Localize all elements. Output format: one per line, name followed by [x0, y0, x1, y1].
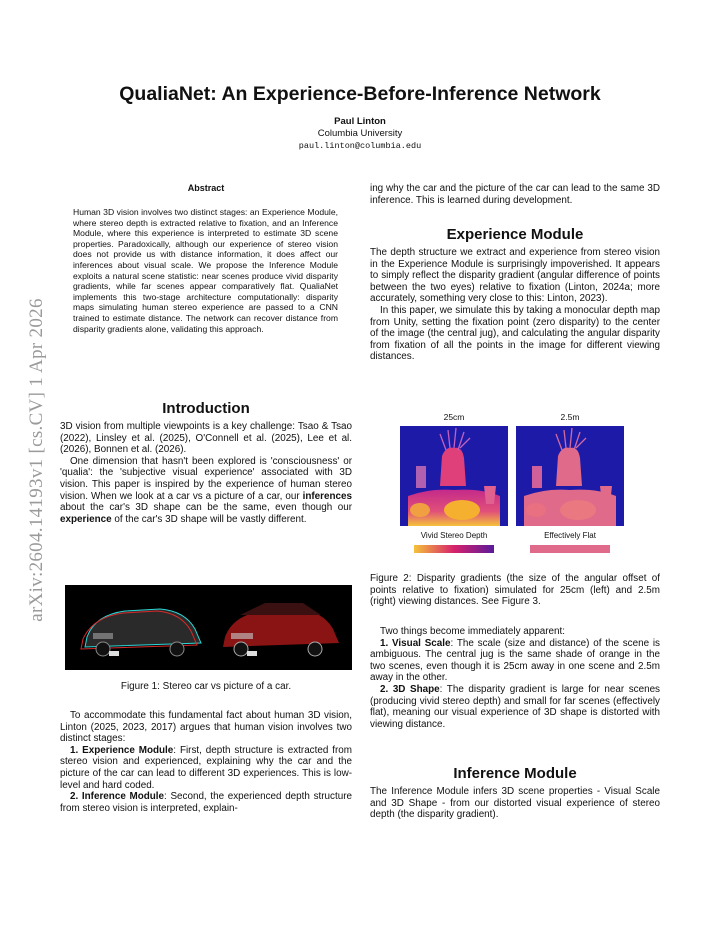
panel-right-label: 2.5m [560, 412, 580, 422]
author-affiliation: Columbia University [317, 128, 403, 139]
right-column-continuation [370, 183, 660, 206]
experience-section [370, 247, 660, 363]
figure-2-disparity [400, 412, 625, 557]
shape-item: 2. 3D Shape: The disparity gradient is large for near scenes (producing vivid stereo depth) and small for far scenes (effectively flat), meaning our visual experience of 3D shape is distorted with viewing distance. [370, 683, 660, 730]
intro-paragraph-1: 3D vision from multiple viewpoints is a key challenge: Tsao & Tsao (2022), Linsley et al. (2025), O'Connell et al. (2025), Lee et al. (2026), Bonnen et al. (2026). [60, 421, 352, 456]
figure-2-caption: Figure 2: Disparity gradients (the size of the angular offset of points relative to fixation) simulated for 25cm (left) and 2.5m (right) viewing distances. See Figure 3. [370, 573, 660, 608]
inference-heading: Inference Module [453, 765, 577, 782]
panel-left-label: 25cm [443, 412, 465, 422]
flat-gradient-bar [530, 545, 610, 553]
visual-scale-item: 1. Visual Scale: The scale (size and distance) of the scene is ambiguous. The central jug is the same shade of orange in the two scenes, even though it is 25cm away in one scene and 2.5m away in the other. [370, 637, 660, 684]
experience-heading: Experience Module [446, 226, 584, 243]
flat-depth-panel [516, 426, 624, 526]
author-email: paul.linton@columbia.edu [298, 141, 422, 151]
two-stage-intro: To accommodate this fundamental fact about human 3D vision, Linton (2025, 2023, 2017) argues that human vision involves two distinct stages: [60, 710, 352, 745]
author-name: Paul Linton [334, 116, 386, 127]
two-things-intro: Two things become immediately apparent: [380, 626, 565, 637]
experience-paragraph-1: The depth structure we extract and experience from stereo vision in the Experience Module is surprisingly impoverished. It appears to simply reflect the disparity gradient (angular difference of points between the two eyes) relative to fixation (Linton, 2024a; more accurately, something very close to this: Linton, 2023). [370, 247, 660, 305]
inference-section [370, 786, 660, 821]
arxiv-sidebar [22, 240, 52, 680]
experience-paragraph-2: In this paper, we simulate this by taking a monocular depth map from Unity, setting the fixation point (zero disparity) to the center of the image (the central jug), and calculating the angular disparity from fixation of all the points in the image for different viewing distances. [370, 304, 660, 363]
abstract-heading: Abstract [187, 183, 225, 193]
vivid-depth-panel [400, 426, 508, 526]
vivid-gradient-bar [414, 545, 494, 553]
continuation-paragraph: ing why the car and the picture of the car can lead to the same 3D inference. This is learned during development. [370, 183, 660, 206]
vivid-stereo-depth-label: Vivid Stereo Depth [420, 531, 488, 540]
two-stage-section [60, 710, 352, 814]
experience-module-item: 1. Experience Module: First, depth structure is extracted from stereo vision and experienced, explaining why the car and the picture of the car can lead to different 3D experiences. This is low-level and hard coded. [60, 744, 352, 791]
two-things-section [370, 626, 660, 730]
abstract-text: Human 3D vision involves two distinct stages: an Experience Module, where stereo depth is extracted relative to fixation, and an Inference Module, where this experience is interpreted to estimate 3D scene properties. Paradoxically, although our experience of stereo vision does not provide us with distance information, it does affect our inferences about visual scale. We propose the Inference Module exploits a natural scene statistic: near scenes produce vivid disparity gradients, while far scenes appear comparatively flat. QualiaNet implements this two-stage architecture computationally: disparity maps simulating human stereo experience are passed to a CNN trained to estimate distance. The network can recover distance from disparity gradients alone, validating this approach. [73, 207, 338, 334]
figure-1-caption: Figure 1: Stereo car vs picture of a car. [120, 681, 292, 692]
effectively-flat-label: Effectively Flat [544, 531, 596, 540]
figure-1-stereo-car [65, 585, 352, 670]
inference-paragraph: The Inference Module infers 3D scene properties - Visual Scale and 3D Shape - from our distorted visual experience of stereo depth (the disparity gradient). [370, 786, 660, 821]
intro-section [60, 421, 352, 525]
inference-module-item: 2. Inference Module: Second, the experienced depth structure from stereo vision is interpreted, explain- [60, 791, 352, 814]
intro-heading: Introduction [162, 400, 250, 417]
intro-paragraph-2: One dimension that hasn't been explored is 'consciousness' or 'qualia': the 'subjective visual experience' associated with 3D vision. This paper is inspired by the experience of human stereo vision. When we look at a car vs a picture of a car, our inferences about the car's 3D shape can be the same, even though our experience of the car's 3D shape will be vastly different. [60, 455, 352, 525]
arxiv-id: arXiv:2604.14193v1 [cs.CV] 1 Apr 2026 [26, 298, 47, 622]
paper-title: QualiaNet: An Experience-Before-Inference Network [119, 83, 601, 105]
